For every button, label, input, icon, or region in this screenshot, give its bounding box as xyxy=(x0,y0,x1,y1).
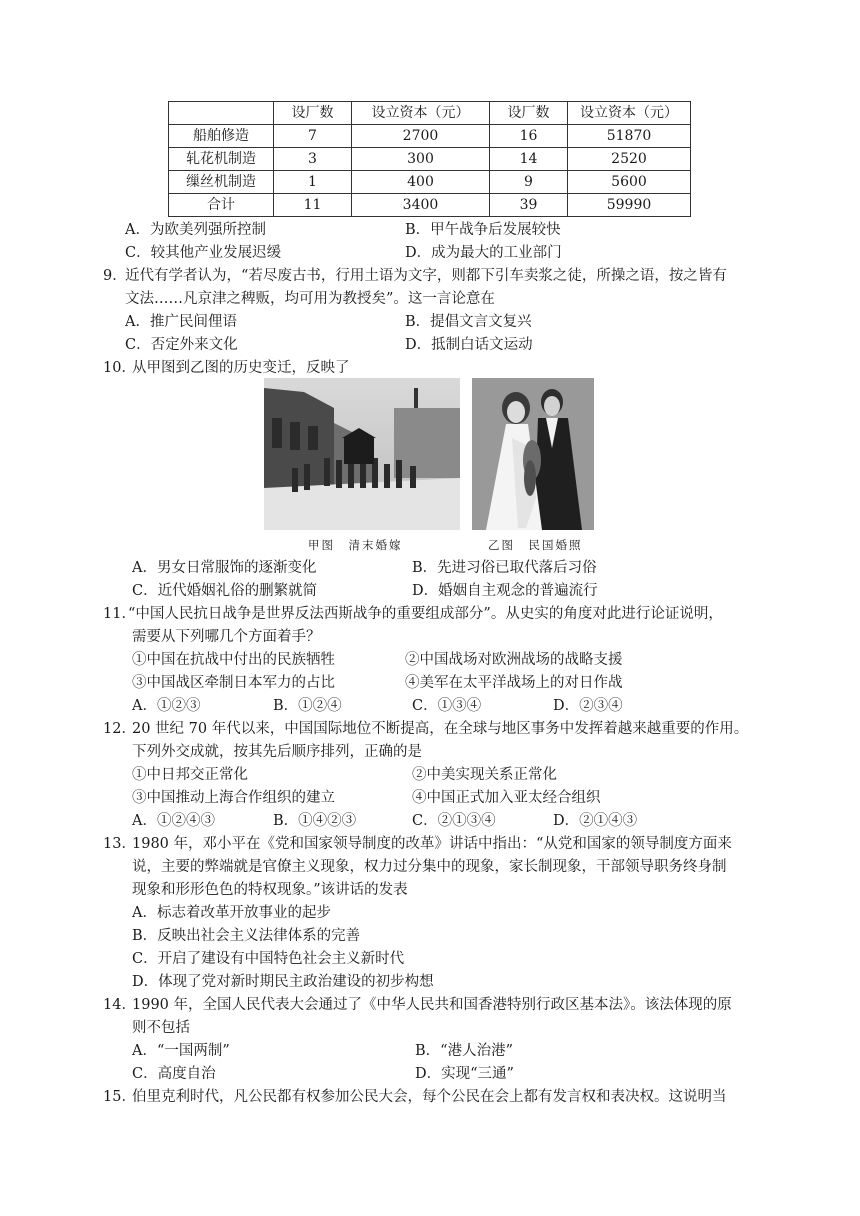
q8-option-b[interactable]: B．甲午战争后发展较快 xyxy=(405,222,561,238)
q9-number: 9． xyxy=(103,268,127,284)
table-header-row xyxy=(169,102,691,125)
q11-stem-line: “中国人民抗日战争是世界反法西斯战争的重要组成部分”。从史实的角度对此进行论证说明， xyxy=(128,606,723,622)
table-cell: 缫丝机制造 xyxy=(169,171,274,194)
q12-stem-line: 下列外交成就，按其先后顺序排列，正确的是 xyxy=(132,744,422,760)
q15-number: 15． xyxy=(103,1089,136,1105)
q11-number: 11． xyxy=(103,606,136,622)
q8-option-a[interactable]: A．为欧美列强所控制 xyxy=(125,222,266,238)
table-cell: 11 xyxy=(274,194,352,217)
q15-stem-line: 伯里克利时代，凡公民都有权参加公民大会，每个公民在会上都有发言权和表决权。这说明当 xyxy=(132,1089,727,1105)
q10-option-c[interactable]: C．近代婚姻礼俗的删繁就简 xyxy=(132,583,318,599)
q9-option-b[interactable]: B．提倡文言文复兴 xyxy=(405,314,532,330)
q10-number: 10． xyxy=(103,360,136,376)
q14-option-b[interactable]: B．“港人治港” xyxy=(415,1043,513,1059)
table-header-cell: 设立资本（元） xyxy=(568,102,691,125)
q13-number: 13． xyxy=(103,836,136,852)
q11-option-a[interactable]: A．①②③ xyxy=(132,698,201,714)
table-header-cell: 设厂数 xyxy=(490,102,568,125)
q13-option-c[interactable]: C．开启了建设有中国特色社会主义新时代 xyxy=(132,951,405,967)
q9-option-c[interactable]: C．否定外来文化 xyxy=(125,337,238,353)
q8-option-d[interactable]: D．成为最大的工业部门 xyxy=(405,245,562,261)
q11-option-b[interactable]: B．①②④ xyxy=(273,698,342,714)
q12-stem-line: 20 世纪 70 年代以来，中国国际地位不断提高，在全球与地区事务中发挥着越来越重要的作用。 xyxy=(132,721,749,737)
q8-option-c[interactable]: C．较其他产业发展迟缓 xyxy=(125,245,282,261)
q10-stem-line: 从甲图到乙图的历史变迁，反映了 xyxy=(132,360,350,376)
table-header-cell xyxy=(169,102,274,125)
republican-wedding-photo xyxy=(472,378,594,530)
q14-stem-line: 则不包括 xyxy=(132,1020,190,1036)
q11-option-d[interactable]: D．②③④ xyxy=(553,698,623,714)
q12-item: ③中国推动上海合作组织的建立 xyxy=(132,790,335,806)
q10-option-d[interactable]: D．婚姻自主观念的普遍流行 xyxy=(412,583,598,599)
table-row xyxy=(169,125,691,148)
table-cell: 14 xyxy=(490,148,568,171)
qing-wedding-photo xyxy=(264,378,460,530)
q9-stem-line: 文法……凡京津之稗贩，均可用为教授矣”。这一言论意在 xyxy=(125,291,495,307)
table-cell: 400 xyxy=(352,171,490,194)
q11-stem-line: 需要从下列哪几个方面着手？ xyxy=(132,629,321,645)
q9-option-a[interactable]: A．推广民间俚语 xyxy=(125,314,237,330)
q12-option-a[interactable]: A．①②④③ xyxy=(132,813,215,829)
q13-stem-line: 1980 年，邓小平在《党和国家领导制度的改革》讲话中指出：“从党和国家的领导制度方面来 xyxy=(132,836,732,852)
table-header-cell: 设厂数 xyxy=(274,102,352,125)
q12-item: ④中国正式加入亚太经合组织 xyxy=(412,790,601,806)
q12-number: 12． xyxy=(103,721,136,737)
q13-stem-line: 说，主要的弊端就是官僚主义现象，权力过分集中的现象，家长制现象，干部领导职务终身制 xyxy=(132,859,727,875)
table-cell: 2520 xyxy=(568,148,691,171)
q9-stem-line: 近代有学者认为，“若尽废古书，行用土语为文字，则都下引车卖浆之徒，所操之语，按之皆有 xyxy=(125,268,727,284)
q12-option-c[interactable]: C．②①③④ xyxy=(412,813,496,829)
table-cell: 船舶修造 xyxy=(169,125,274,148)
q13-option-b[interactable]: B．反映出社会主义法律体系的完善 xyxy=(132,928,361,944)
table-cell: 5600 xyxy=(568,171,691,194)
table-cell: 合计 xyxy=(169,194,274,217)
table-cell: 51870 xyxy=(568,125,691,148)
table-cell: 300 xyxy=(352,148,490,171)
table-cell: 2700 xyxy=(352,125,490,148)
q11-item: ④美军在太平洋战场上的对日作战 xyxy=(405,675,623,691)
q14-option-d[interactable]: D．实现“三通” xyxy=(415,1066,514,1082)
q12-item: ②中美实现关系正常化 xyxy=(412,767,557,783)
q14-stem-line: 1990 年，全国人民代表大会通过了《中华人民共和国香港特别行政区基本法》。该法体现的原 xyxy=(132,997,732,1013)
q14-option-a[interactable]: A．“一国两制” xyxy=(132,1043,230,1059)
table-cell: 1 xyxy=(274,171,352,194)
q12-item: ①中日邦交正常化 xyxy=(132,767,248,783)
q12-option-b[interactable]: B．①④②③ xyxy=(273,813,357,829)
caption-jia: 甲图 清末婚嫁 xyxy=(308,538,403,552)
q11-item: ①中国在抗战中付出的民族牺牲 xyxy=(132,652,335,668)
q12-option-d[interactable]: D．②①④③ xyxy=(553,813,638,829)
table-cell: 轧花机制造 xyxy=(169,148,274,171)
q11-item: ②中国战场对欧洲战场的战略支援 xyxy=(405,652,623,668)
q9-option-d[interactable]: D．抵制白话文运动 xyxy=(405,337,533,353)
table-cell: 9 xyxy=(490,171,568,194)
table-cell: 7 xyxy=(274,125,352,148)
table-header-cell: 设立资本（元） xyxy=(352,102,490,125)
table-cell: 3 xyxy=(274,148,352,171)
q13-option-d[interactable]: D．体现了党对新时期民主政治建设的初步构想 xyxy=(132,974,434,990)
q11-item: ③中国战区牵制日本军力的占比 xyxy=(132,675,335,691)
q10-option-b[interactable]: B．先进习俗已取代落后习俗 xyxy=(412,560,597,576)
q14-option-c[interactable]: C．高度自治 xyxy=(132,1066,216,1082)
table-cell: 59990 xyxy=(568,194,691,217)
q13-stem-line: 现象和形形色色的特权现象。”该讲话的发表 xyxy=(132,882,408,898)
table-row xyxy=(169,148,691,171)
wedding-photos xyxy=(264,378,594,558)
q10-option-a[interactable]: A．男女日常服饰的逐渐变化 xyxy=(132,560,317,576)
table-row xyxy=(169,171,691,194)
q14-number: 14． xyxy=(103,997,136,1013)
table-cell: 39 xyxy=(490,194,568,217)
table-cell: 3400 xyxy=(352,194,490,217)
q11-option-c[interactable]: C．①③④ xyxy=(412,698,482,714)
table-cell: 16 xyxy=(490,125,568,148)
q13-option-a[interactable]: A．标志着改革开放事业的起步 xyxy=(132,905,331,921)
table-row xyxy=(169,194,691,217)
caption-yi: 乙图 民国婚照 xyxy=(488,538,583,552)
factory-capital-table xyxy=(168,101,691,217)
